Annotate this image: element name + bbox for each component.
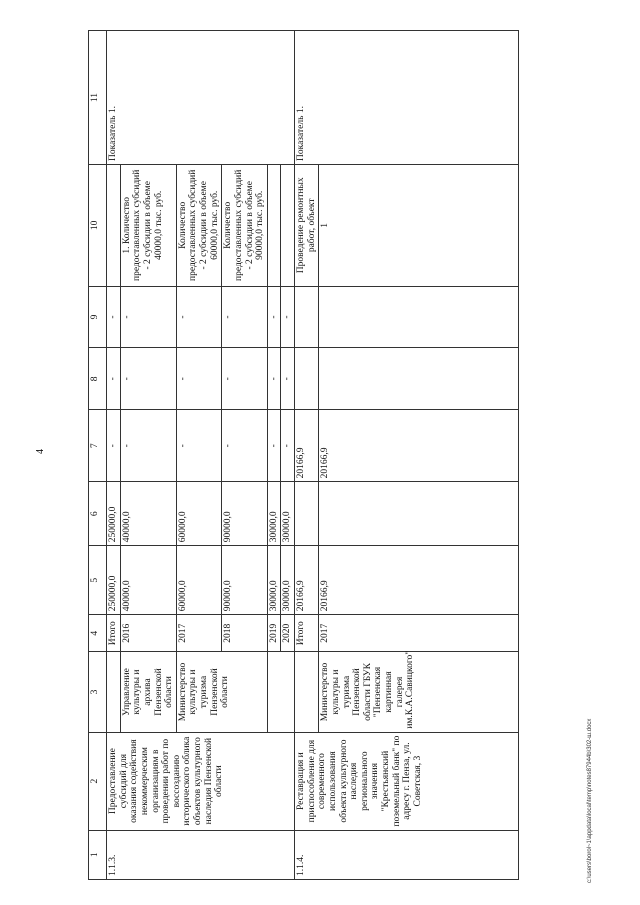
result-cell xyxy=(281,165,295,287)
year-cell: 2020 xyxy=(281,615,295,652)
col-header-1: 1 xyxy=(89,830,107,879)
executor-cell: Министерство культуры и туризма Пензенской области ГБУК "Пензенская картинная галерея им.К.А.Савицкого" xyxy=(319,652,519,732)
year-cell: 2016 xyxy=(120,615,176,652)
value-cell: - xyxy=(176,286,222,348)
item-number: 1.1.3. xyxy=(107,830,295,879)
year-cell: 2019 xyxy=(267,615,281,652)
executor-cell: Управление культуры и архива Пензенской области xyxy=(120,652,176,732)
col-header-9: 9 xyxy=(89,286,107,348)
value-cell: - xyxy=(267,348,281,410)
value-cell: 30000,0 xyxy=(281,546,295,615)
value-cell: - xyxy=(120,286,176,348)
column-number-row xyxy=(89,31,107,880)
value-cell: - xyxy=(107,348,121,410)
value-cell: - xyxy=(176,348,222,410)
indicator-cell: Показатель 1. xyxy=(295,31,519,165)
value-cell: - xyxy=(222,286,268,348)
value-cell: 30000,0 xyxy=(281,482,295,546)
indicator-cell: Показатель 1. xyxy=(107,31,295,165)
value-cell: 60000,0 xyxy=(176,482,222,546)
col-header-11: 11 xyxy=(89,31,107,165)
value-cell: 250000,0 xyxy=(107,482,121,546)
page-number: 4 xyxy=(35,449,46,454)
value-cell: - xyxy=(176,410,222,482)
value-cell: 20166,9 xyxy=(319,410,519,482)
col-header-2: 2 xyxy=(89,732,107,830)
value-cell: - xyxy=(281,286,295,348)
value-cell xyxy=(319,482,519,546)
value-cell xyxy=(295,348,319,410)
year-cell: Итого xyxy=(295,615,319,652)
result-cell: 1 xyxy=(319,165,519,287)
rotated-page-content xyxy=(88,30,621,880)
value-cell: 40000,0 xyxy=(120,482,176,546)
program-activities-table xyxy=(88,30,519,880)
value-cell: 60000,0 xyxy=(176,546,222,615)
result-cell: Количество предоставленных субсидий - 2 субсидии в объеме 90000,0 тыс. руб. xyxy=(222,165,268,287)
value-cell: 40000,0 xyxy=(120,546,176,615)
table-row xyxy=(295,31,319,880)
value-cell: - xyxy=(222,348,268,410)
value-cell: 90000,0 xyxy=(222,546,268,615)
value-cell: 250000,0 xyxy=(107,546,121,615)
col-header-4: 4 xyxy=(89,615,107,652)
year-cell: 2017 xyxy=(319,615,519,652)
value-cell: - xyxy=(120,410,176,482)
value-cell: 20166,9 xyxy=(295,546,319,615)
value-cell: - xyxy=(267,410,281,482)
value-cell: - xyxy=(281,348,295,410)
value-cell: - xyxy=(107,286,121,348)
value-cell: 20166,9 xyxy=(295,410,319,482)
value-cell: 30000,0 xyxy=(267,546,281,615)
value-cell: - xyxy=(267,286,281,348)
value-cell xyxy=(295,286,319,348)
result-cell: 1. Количество предоставленных субсидий - 2 субсидии в объеме 40000,0 тыс. руб. xyxy=(120,165,176,287)
value-cell: - xyxy=(107,410,121,482)
result-cell: Количество предоставленных субсидий - 2 субсидии в объеме 60000,0 тыс. руб. xyxy=(176,165,222,287)
value-cell: - xyxy=(222,410,268,482)
col-header-3: 3 xyxy=(89,652,107,732)
value-cell: 30000,0 xyxy=(267,482,281,546)
year-cell: Итого xyxy=(107,615,121,652)
activity-name: Предоставление субсидий для оказания содействия некоммерческим организациям в проведении работ по воссозданию исторического облика объектов культурного наследия Пензенской области xyxy=(107,732,295,830)
col-header-6: 6 xyxy=(89,482,107,546)
result-cell xyxy=(267,165,281,287)
value-cell xyxy=(319,348,519,410)
executor-cell xyxy=(295,652,319,732)
item-number: 1.1.4. xyxy=(295,830,519,879)
col-header-7: 7 xyxy=(89,410,107,482)
value-cell: - xyxy=(281,410,295,482)
executor-cell: Министерство культуры и туризма Пензенской области xyxy=(176,652,267,732)
value-cell: 90000,0 xyxy=(222,482,268,546)
value-cell xyxy=(295,482,319,546)
file-path-footer: c:\users\borol~1\appdata\local\temp\notes87944b\302-ш.docx xyxy=(587,718,593,883)
col-header-5: 5 xyxy=(89,546,107,615)
result-cell: Проведение ремонтных работ, объект xyxy=(295,165,319,287)
executor-cell xyxy=(267,652,294,732)
value-cell: - xyxy=(120,348,176,410)
table-row xyxy=(107,31,121,880)
executor-cell xyxy=(107,652,121,732)
col-header-10: 10 xyxy=(89,165,107,287)
year-cell: 2018 xyxy=(222,615,268,652)
result-cell xyxy=(107,165,121,287)
col-header-8: 8 xyxy=(89,348,107,410)
value-cell xyxy=(319,286,519,348)
value-cell: 20166,9 xyxy=(319,546,519,615)
activity-name: Реставрация и приспособление для современного использования объекта культурного наследия регионального значения "Крестьянский поземельный банк" по адресу г. Пенза, ул. Советская, 3 xyxy=(295,732,519,830)
year-cell: 2017 xyxy=(176,615,222,652)
